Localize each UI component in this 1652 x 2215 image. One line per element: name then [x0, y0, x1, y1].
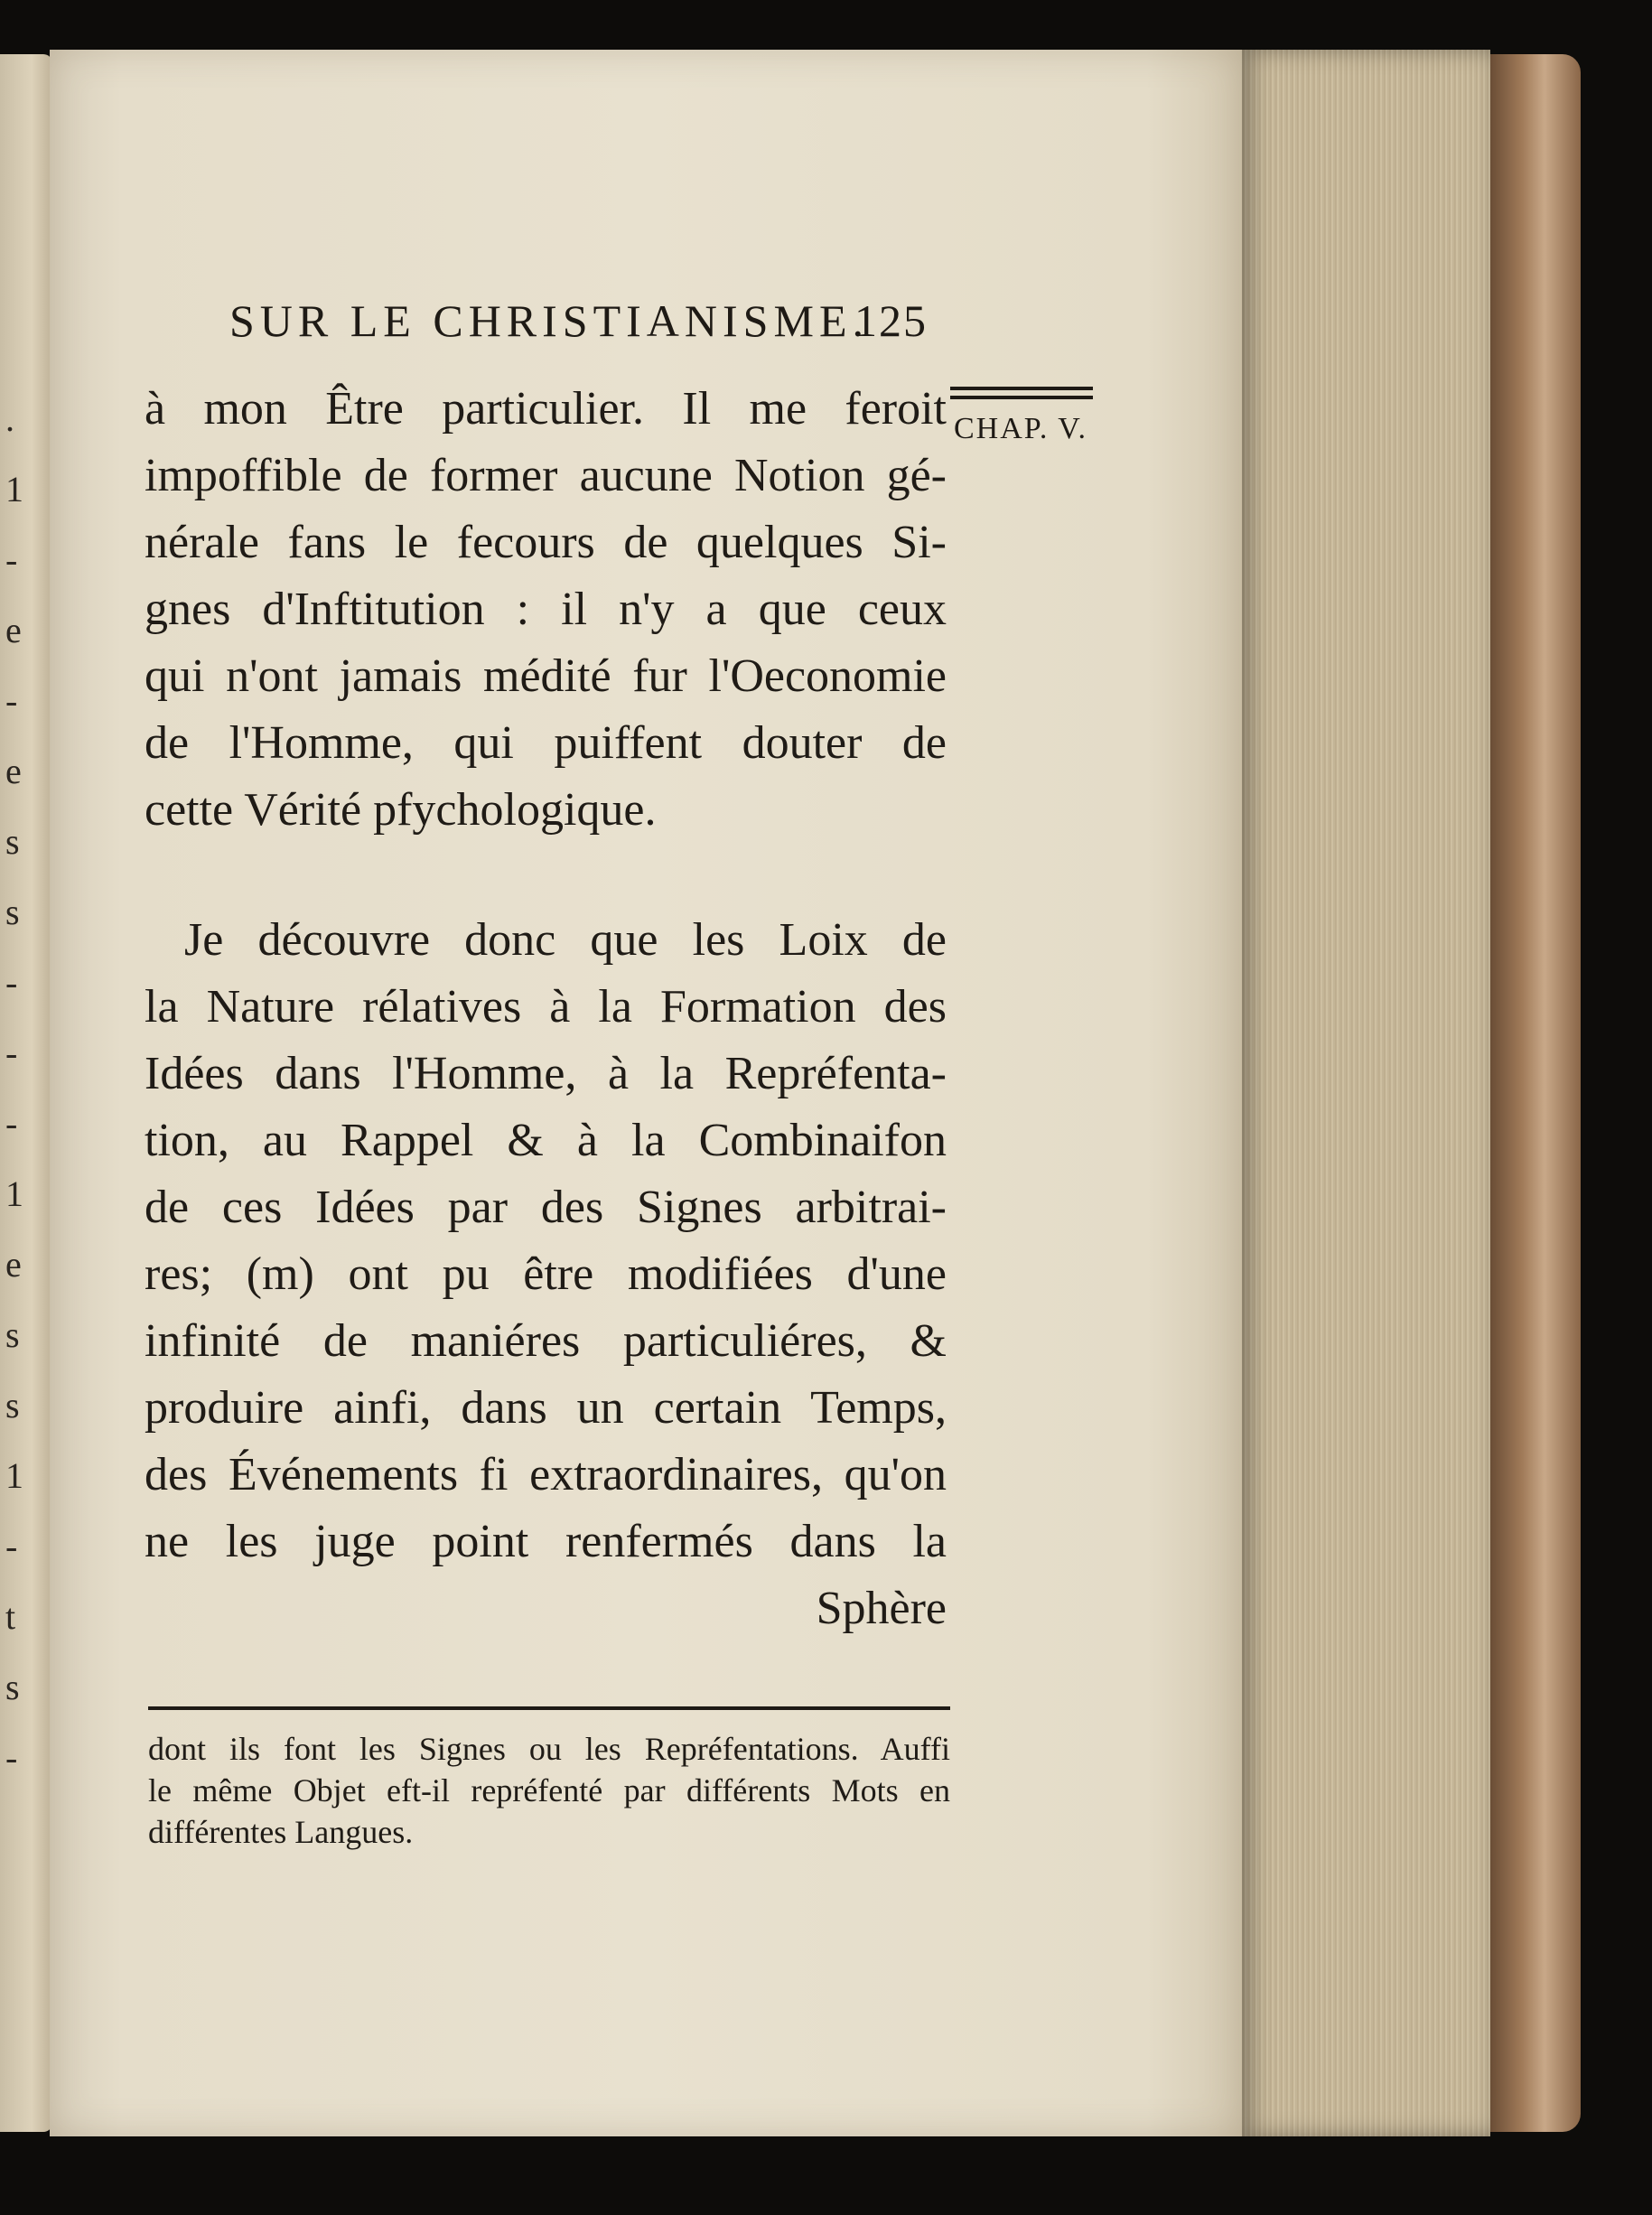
text-line: Je découvre donc que les Loix de [184, 914, 947, 966]
left-mark: - [5, 1526, 18, 1566]
text-line: à mon Être particulier. Il me feroit [145, 383, 947, 435]
text-line: la Nature rélatives à la Formation des [145, 981, 947, 1033]
running-head [229, 294, 952, 349]
margin-note [950, 387, 1095, 450]
text-line: produire ainfi, dans un certain Temps, [145, 1382, 947, 1434]
left-mark: e [5, 610, 22, 650]
footnote-line: différentes Langues. [148, 1814, 414, 1850]
left-mark: s [5, 1314, 20, 1355]
footnote-line: le même Objet eft-il repréfenté par différents Mots en [148, 1772, 950, 1808]
text-line: ne les juge point renfermés dans la [145, 1516, 947, 1567]
text-line: impoffible de former aucune Notion gé- [145, 450, 947, 501]
left-mark: - [5, 962, 18, 1003]
catchword: Sphère [816, 1583, 947, 1634]
page-number: 125 [854, 295, 928, 346]
running-head-title: SUR LE CHRISTIANISME. [229, 295, 869, 346]
left-mark: t [5, 1596, 16, 1637]
chapter-label: CHAP. V. [954, 412, 1087, 445]
left-mark: s [5, 1385, 20, 1425]
left-mark: e [5, 1244, 22, 1285]
footnote-rule [148, 1706, 950, 1710]
left-mark: 1 [5, 469, 23, 509]
left-mark: 1 [5, 1455, 23, 1496]
text-line: des Événements fi extraordinaires, qu'on [145, 1449, 947, 1500]
text-line: Idées dans l'Homme, à la Repréfenta- [145, 1048, 947, 1099]
text-line: tion, au Rappel & à la Combinaifon [145, 1115, 947, 1166]
left-mark: - [5, 1737, 18, 1778]
left-mark: - [5, 680, 18, 721]
text-line: gnes d'Inftitution : il n'y a que ceux [145, 584, 947, 635]
text-line: qui n'ont jamais médité fur l'Oeconomie [145, 650, 947, 702]
left-page-edge [0, 54, 52, 2132]
text-line: nérale fans le fecours de quelques Si- [145, 517, 947, 568]
left-mark: e [5, 751, 22, 791]
margin-rule [950, 387, 1093, 390]
text-line: de l'Homme, qui puiffent douter de [145, 717, 947, 769]
left-mark: s [5, 821, 20, 862]
footnote-line: dont ils font les Signes ou les Repréfentations. Auffi [148, 1731, 950, 1767]
left-mark: . [5, 398, 14, 439]
margin-rule [950, 396, 1093, 399]
leather-cover [1490, 54, 1581, 2132]
left-mark: s [5, 1667, 20, 1707]
text-line: infinité de maniéres particuliéres, & [145, 1315, 947, 1367]
page-edges [1242, 50, 1490, 2136]
left-mark: 1 [5, 1173, 23, 1214]
left-mark: - [5, 1103, 18, 1144]
left-page-marks [5, 397, 42, 1807]
text-line: de ces Idées par des Signes arbitrai- [145, 1182, 947, 1233]
left-mark: s [5, 892, 20, 932]
left-mark: - [5, 539, 18, 580]
text-line: res; (m) ont pu être modifiées d'une [145, 1248, 947, 1300]
left-mark: - [5, 1033, 18, 1073]
text-line: cette Vérité pfychologique. [145, 784, 657, 836]
